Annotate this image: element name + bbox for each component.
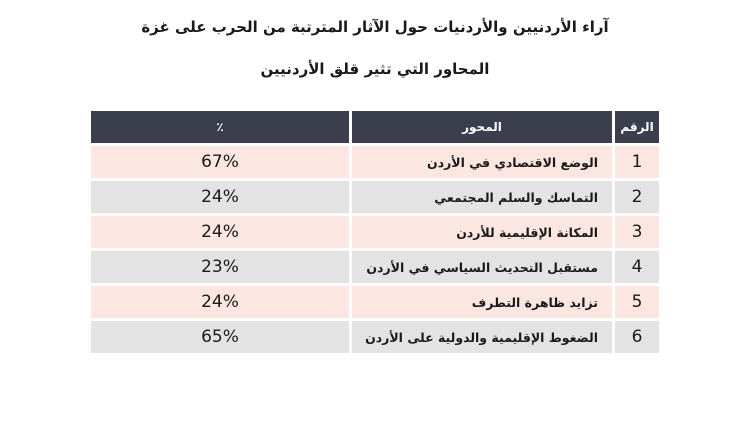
table-row bbox=[91, 181, 659, 213]
table-row bbox=[91, 216, 659, 248]
table-header-row bbox=[91, 111, 659, 143]
row-axis: تزايد ظاهرة التطرف bbox=[352, 286, 612, 318]
row-percent: 65% bbox=[91, 321, 349, 353]
row-axis: الضغوط الإقليمية والدولية على الأردن bbox=[352, 321, 612, 353]
row-axis: مستقبل التحديث السياسي في الأردن bbox=[352, 251, 612, 283]
table-row bbox=[91, 321, 659, 353]
row-axis: الوضع الاقتصادي في الأردن bbox=[352, 146, 612, 178]
row-percent: 24% bbox=[91, 286, 349, 318]
row-percent: 24% bbox=[91, 181, 349, 213]
header-axis: المحور bbox=[352, 111, 612, 143]
header-percent: ٪ bbox=[91, 111, 349, 143]
row-percent: 24% bbox=[91, 216, 349, 248]
row-number: 2 bbox=[615, 181, 659, 213]
page-title: آراء الأردنيين والأردنيات حول الآثار المترتبة من الحرب على غزة bbox=[141, 18, 609, 36]
concerns-table bbox=[91, 111, 659, 356]
row-axis: التماسك والسلم المجتمعي bbox=[352, 181, 612, 213]
row-number: 5 bbox=[615, 286, 659, 318]
row-number: 6 bbox=[615, 321, 659, 353]
row-axis: المكانة الإقليمية للأردن bbox=[352, 216, 612, 248]
row-percent: 23% bbox=[91, 251, 349, 283]
row-percent: 67% bbox=[91, 146, 349, 178]
table-row bbox=[91, 251, 659, 283]
row-number: 1 bbox=[615, 146, 659, 178]
page-subtitle: المحاور التي تثير قلق الأردنيين bbox=[260, 60, 490, 78]
table-row bbox=[91, 286, 659, 318]
header-number: الرقم bbox=[615, 111, 659, 143]
row-number: 3 bbox=[615, 216, 659, 248]
table-row bbox=[91, 146, 659, 178]
row-number: 4 bbox=[615, 251, 659, 283]
